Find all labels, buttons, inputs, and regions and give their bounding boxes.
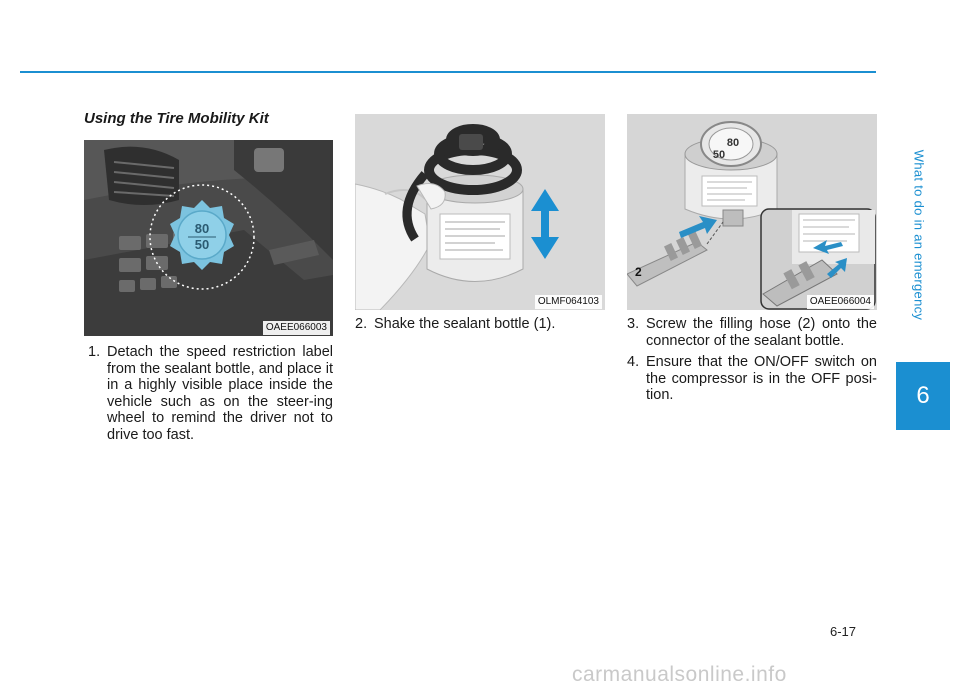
step-text: Ensure that the ON/OFF switch on the compressor is in the OFF posi-tion. xyxy=(646,354,877,403)
chapter-title-vertical xyxy=(909,130,929,340)
step-number: 2. xyxy=(355,316,368,332)
watermark: carmanualsonline.info xyxy=(572,663,787,686)
step-number: 3. xyxy=(627,316,640,332)
dashboard-illustration xyxy=(84,140,333,336)
figure-code: OLMF064103 xyxy=(535,295,602,309)
speed-label-top: 80 xyxy=(194,221,210,236)
step-item xyxy=(627,316,877,349)
figure-code: OAEE066003 xyxy=(263,321,330,335)
shake-bottle-illustration xyxy=(355,114,605,310)
figure-shake-bottle xyxy=(355,114,605,310)
step-text: Shake the sealant bottle (1). xyxy=(374,316,556,332)
figure-dashboard-speed-label xyxy=(84,140,333,336)
figure-code: OAEE066004 xyxy=(807,295,874,309)
chapter-tab: 6 xyxy=(896,362,950,430)
step-item xyxy=(88,344,333,443)
chapter-title: What to do in an emergency xyxy=(911,149,927,321)
section-title: Using the Tire Mobility Kit xyxy=(84,110,269,127)
step-text: Screw the filling hose (2) onto the connector of the sealant bottle. xyxy=(646,316,877,349)
page-number: 6-17 xyxy=(830,624,857,639)
speed-label-bottom: 50 xyxy=(194,237,210,252)
step-number: 4. xyxy=(627,354,640,370)
step-item xyxy=(355,316,605,333)
steps-column-1 xyxy=(88,344,333,448)
hose-number-label: 2 xyxy=(635,265,642,279)
step-text: Detach the speed restriction label from the sealant bottle, and place it in a highly visible place inside the vehicle such as on the steer-ing wheel to remind the driver not to drive too fast. xyxy=(107,344,333,443)
bottle-label-top: 80 xyxy=(726,137,740,149)
bottle-label-bottom: 50 xyxy=(712,149,726,161)
hose-connection-illustration xyxy=(627,114,877,310)
header-rule xyxy=(20,71,876,73)
steps-column-3 xyxy=(627,316,877,409)
figure-connect-hose xyxy=(627,114,877,310)
step-number: 1. xyxy=(88,344,101,360)
steps-column-2 xyxy=(355,316,605,338)
step-item xyxy=(627,354,877,404)
